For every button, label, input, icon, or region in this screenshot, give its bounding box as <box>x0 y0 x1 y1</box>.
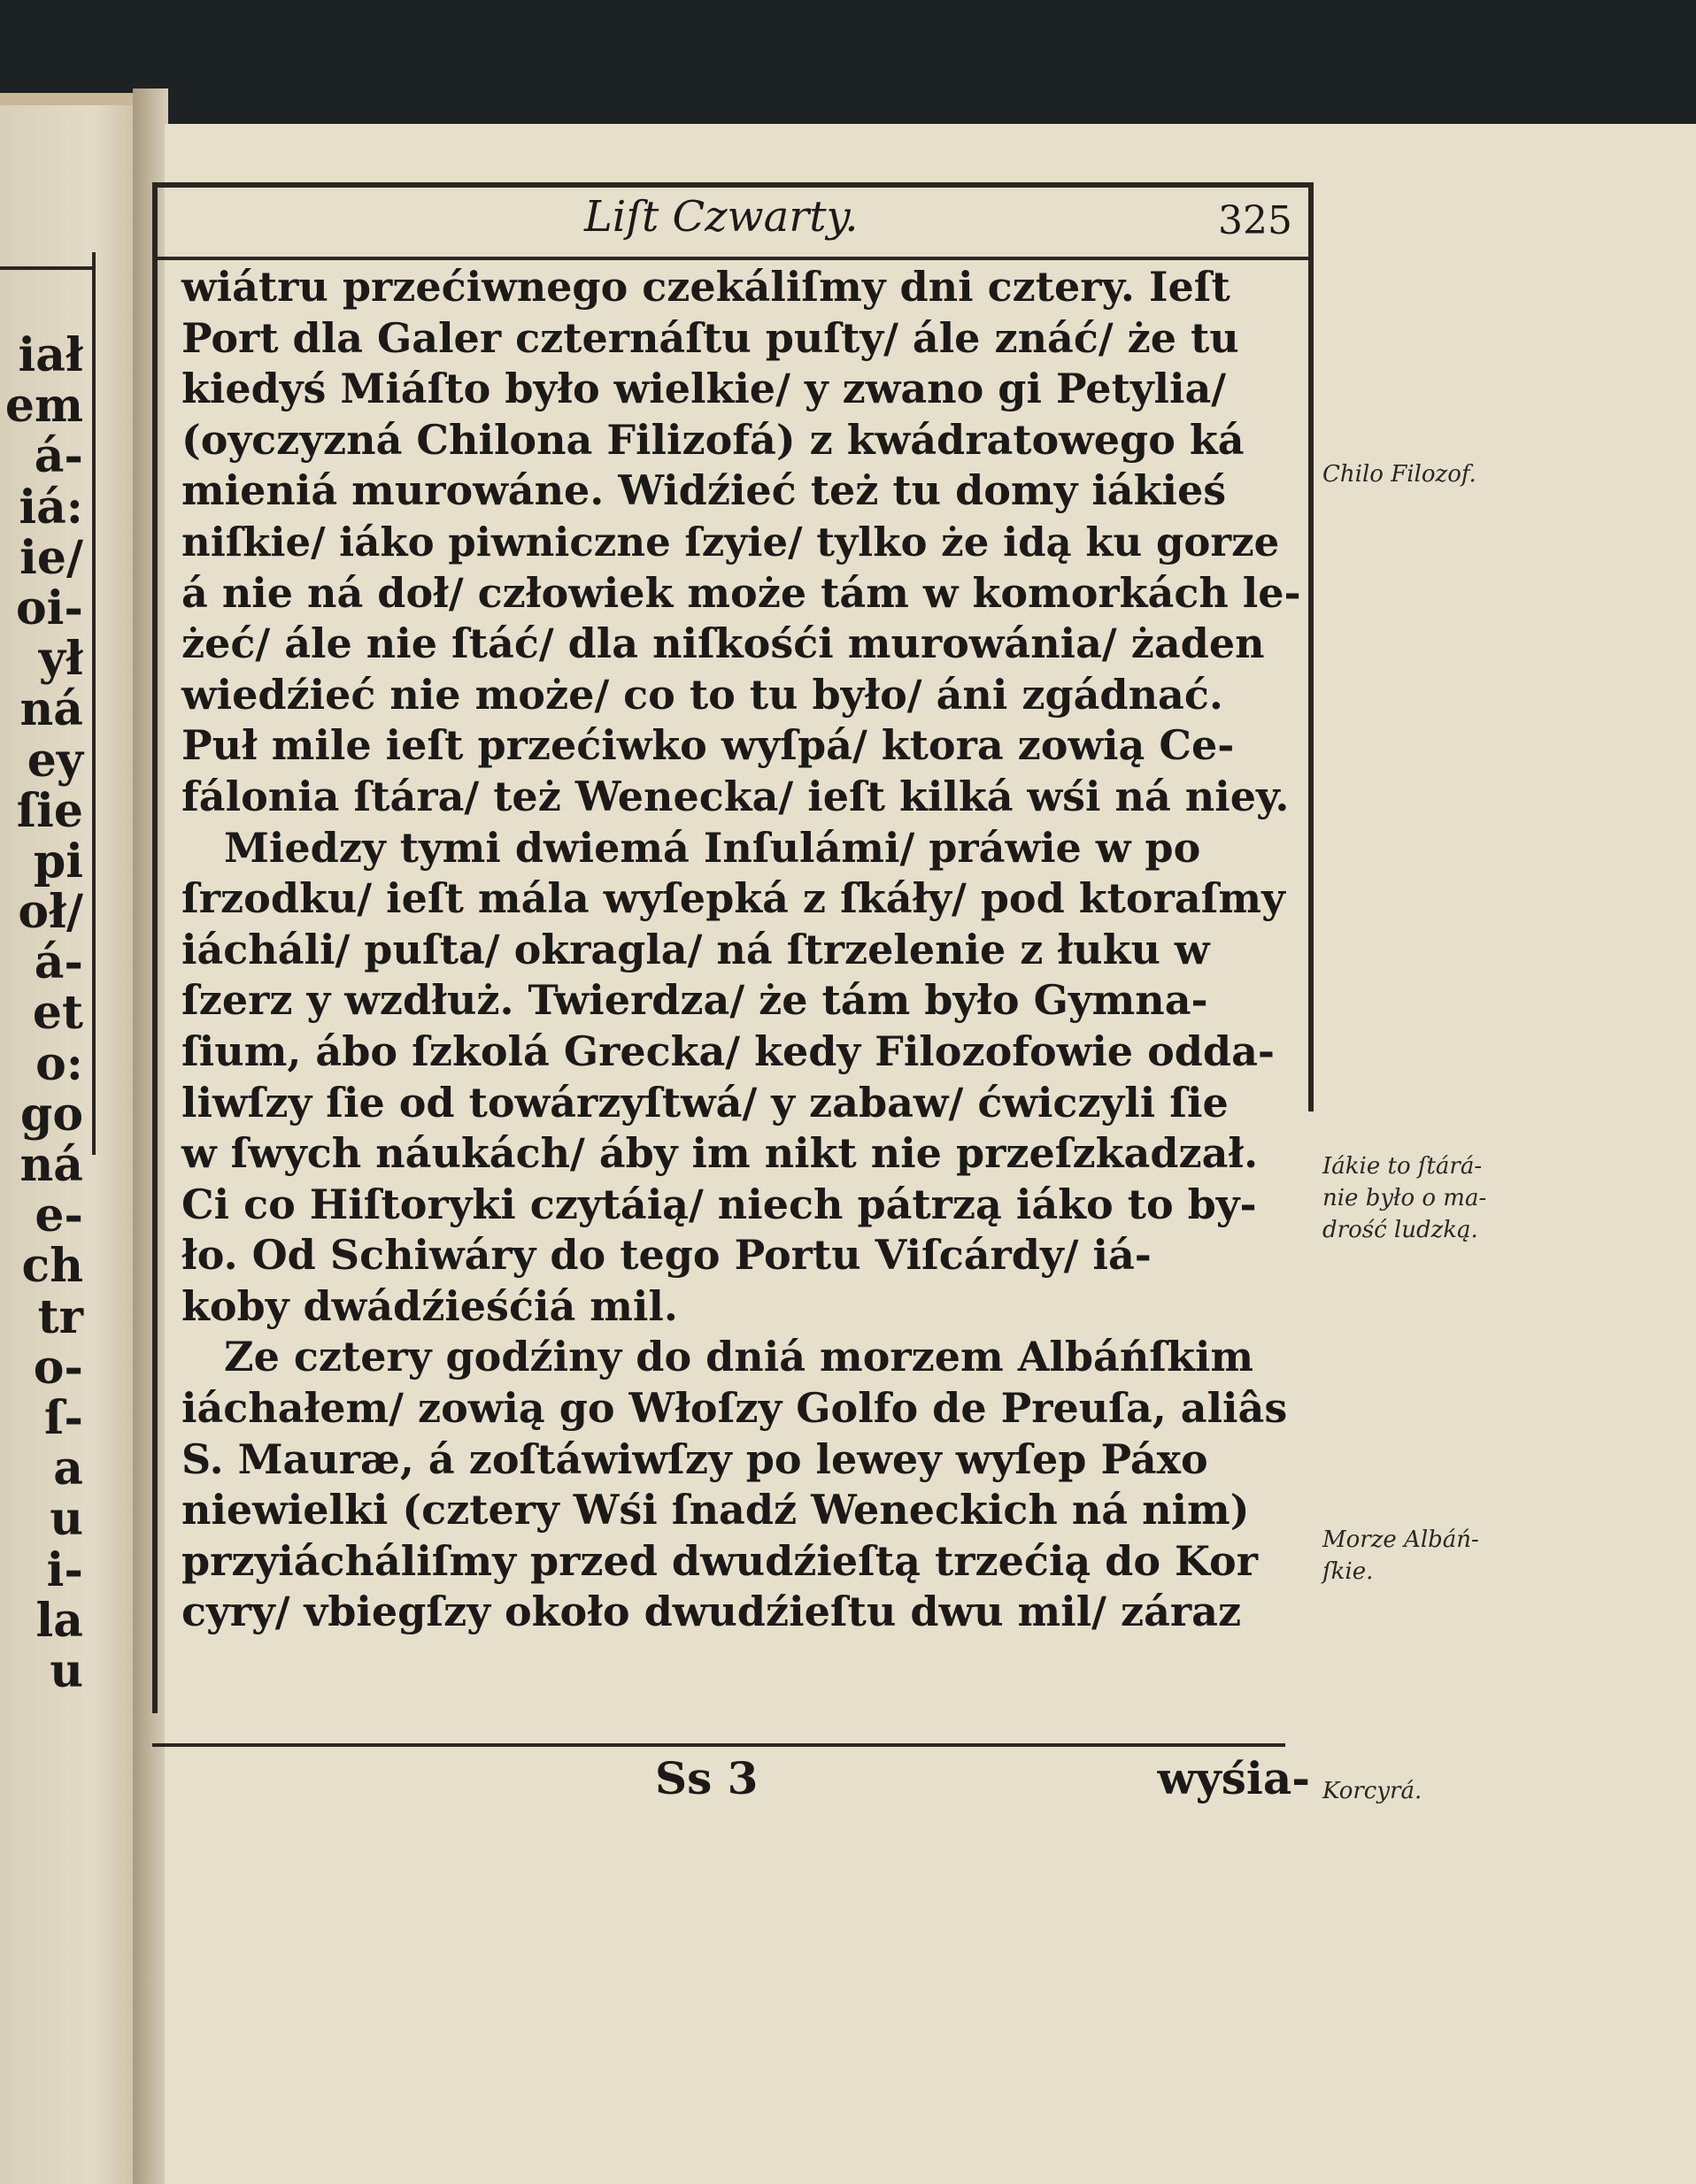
left-fragment: e- <box>35 1188 83 1243</box>
left-fragment: ch <box>21 1239 83 1294</box>
text-line: fálonia ſtára/ też Wenecka/ ieſt kilká wśi ná niey. <box>181 772 1290 820</box>
text-line: ſzerz y wzdłuż. Twierdza/ że tám było Gymna- <box>181 976 1208 1025</box>
left-fragment: ey <box>27 733 83 788</box>
text-line: niewielki (cztery Wśi ſnadź Weneckich ná nim) <box>181 1486 1250 1534</box>
text-line: w ſwych náukách/ áby im nikt nie przeſzkadzał. <box>181 1129 1259 1178</box>
text-line: żeć/ ále nie ſtáć/ dla niſkośći murowánia/ żaden <box>181 619 1265 668</box>
text-line: iáchałem/ zowią go Włoſzy Golfo de Preuſa, aliâs <box>181 1384 1288 1433</box>
left-fragment: iał <box>18 328 83 382</box>
left-fragment: á- <box>34 429 83 484</box>
left-fragment: la <box>35 1593 83 1648</box>
marginal-note-line: Morze Albáń- <box>1322 1526 1479 1553</box>
left-fragment: ná <box>19 682 83 737</box>
left-fragment: ſ- <box>44 1390 83 1445</box>
left-fragment: o: <box>35 1036 83 1091</box>
left-fragment: ſie <box>16 783 83 838</box>
body-text <box>181 262 1301 1638</box>
marginal-note <box>1322 1150 1486 1246</box>
marginal-note-line: Chilo Filozof. <box>1322 461 1476 488</box>
marginal-note-line: Iákie to ſtárá- <box>1322 1153 1483 1180</box>
left-fragment: ył <box>38 632 83 687</box>
left-page-text-fragments <box>0 330 89 1696</box>
text-line: iácháli/ puſta/ okragla/ ná ſtrzelenie z łuku w <box>181 925 1210 973</box>
frame-bottom-rule <box>152 1743 1285 1747</box>
left-fragment: et <box>32 986 83 1041</box>
header-rule <box>152 257 1314 260</box>
left-page-header-rule <box>0 266 96 270</box>
left-fragment: pi <box>33 834 83 888</box>
left-fragment: u <box>50 1643 83 1698</box>
text-line: Ze cztery godźiny do dniá morzem Albáńſkim <box>224 1333 1254 1381</box>
left-fragment: oi- <box>15 581 83 635</box>
left-fragment: ie/ <box>19 530 83 585</box>
text-line: koby dwádźieśćiá mil. <box>181 1281 678 1330</box>
left-fragment: oł/ <box>18 885 83 940</box>
marginal-note <box>1322 458 1476 490</box>
left-page-top-edge <box>0 93 133 105</box>
text-line: Miedzy tymi dwiemá Inſulámi/ práwie w po <box>224 823 1201 872</box>
frame-left-rule <box>152 182 158 1713</box>
text-line: wiedźieć nie może/ co to tu było/ áni zgádnać. <box>181 670 1223 719</box>
text-line: mieniá murowáne. Widźieć też tu domy iákieś <box>181 466 1227 515</box>
text-line: niſkie/ iáko piwniczne ſzyie/ tylko że idą ku gorze <box>181 518 1280 565</box>
text-line: przyiácháliſmy przed dwudźieſtą trzećią do Kor <box>181 1536 1258 1585</box>
marginal-note-line: ſkie. <box>1322 1558 1374 1585</box>
marginal-note-line: drość ludzką. <box>1322 1217 1478 1243</box>
text-line: Port dla Galer czternáſtu puſty/ ále znáć/ że tu <box>181 313 1239 362</box>
left-fragment: em <box>4 379 83 434</box>
left-fragment: a <box>53 1442 83 1496</box>
left-page-edge <box>0 93 133 2184</box>
text-line: ſrzodku/ ieſt mála wyſepká z ſkáły/ pod ktoraſmy <box>181 874 1285 923</box>
marginal-note <box>1322 1524 1479 1588</box>
left-fragment: i- <box>46 1542 83 1597</box>
marginal-note-line: nie było o ma- <box>1322 1185 1487 1211</box>
left-fragment: iá: <box>19 480 83 534</box>
left-fragment: go <box>19 1087 83 1142</box>
text-line: á nie ná doł/ człowiek może tám w komorkách le- <box>181 568 1301 617</box>
left-page-frame-rule <box>92 252 96 1155</box>
catchword: wyśia- <box>1157 1752 1310 1804</box>
text-line: S. Mauræ, á zoſtáwiwſzy po lewey wyſep Páxo <box>181 1434 1208 1483</box>
frame-right-rule <box>1308 182 1314 1111</box>
text-line: (oyczyzná Chilona Filizofá) z kwádratowego ká <box>181 415 1245 464</box>
left-fragment: tr <box>37 1289 83 1344</box>
left-fragment: ná <box>19 1138 83 1192</box>
marginal-note <box>1322 1775 1422 1807</box>
text-line: Puł mile ieſt przećiwko wyſpá/ ktora zowią Ce- <box>181 721 1235 770</box>
left-fragment: á- <box>34 935 83 990</box>
text-line: kiedyś Miáſto było wielkie/ y zwano gi Petylia/ <box>181 365 1227 413</box>
text-line: ſium, ábo ſzkolá Grecka/ kedy Filozofowie odda- <box>181 1027 1275 1075</box>
text-line: cyry/ vbiegſzy około dwudźieſtu dwu mil/ záraz <box>181 1588 1242 1636</box>
text-line: ło. Od Schiwáry do tego Portu Viſcárdy/ iá- <box>181 1231 1152 1280</box>
running-title: Liſt Czwarty. <box>584 192 859 242</box>
marginal-note-line: Korcyrá. <box>1322 1778 1422 1804</box>
text-line: wiátru przećiwnego czekáliſmy dni cztery. Ieſt <box>181 263 1230 311</box>
book-spine <box>133 88 168 2184</box>
signature-mark: Ss 3 <box>655 1752 759 1804</box>
left-fragment: u <box>50 1492 83 1547</box>
text-line: Ci co Hiſtoryki czytáią/ niech pátrzą iáko to by- <box>181 1180 1257 1228</box>
left-fragment: o- <box>33 1340 83 1395</box>
page-number: 325 <box>1218 198 1292 243</box>
text-line: liwſzy ſie od towárzyſtwá/ y zabaw/ ćwiczyli ſie <box>181 1078 1229 1127</box>
